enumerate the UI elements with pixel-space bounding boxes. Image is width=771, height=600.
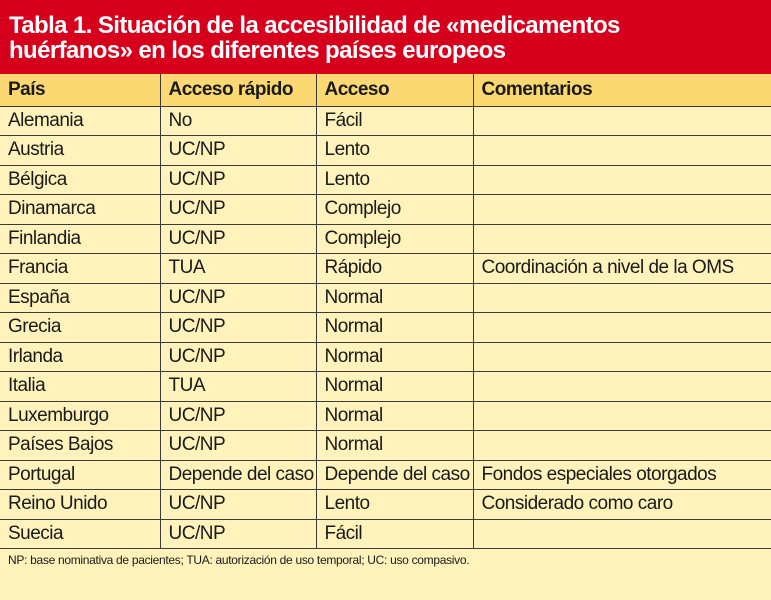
cell-comentarios: Coordinación a nivel de la OMS	[473, 254, 771, 284]
cell-pais: Grecia	[0, 313, 160, 343]
cell-pais: Austria	[0, 136, 160, 166]
cell-pais: Países Bajos	[0, 431, 160, 461]
cell-acceso-rapido: UC/NP	[160, 431, 316, 461]
table-row	[0, 342, 771, 372]
cell-pais: Alemania	[0, 106, 160, 136]
cell-comentarios: Fondos especiales otorgados	[473, 460, 771, 490]
cell-pais: Finlandia	[0, 224, 160, 254]
cell-pais: Reino Unido	[0, 490, 160, 520]
column-header-pais: País	[0, 74, 160, 106]
cell-pais: España	[0, 283, 160, 313]
cell-acceso-rapido: UC/NP	[160, 283, 316, 313]
cell-acceso: Normal	[316, 342, 473, 372]
cell-comentarios	[473, 431, 771, 461]
cell-pais: Italia	[0, 372, 160, 402]
table-header-row	[0, 74, 771, 106]
cell-comentarios	[473, 401, 771, 431]
cell-acceso: Lento	[316, 165, 473, 195]
table-row	[0, 372, 771, 402]
table-row	[0, 490, 771, 520]
cell-comentarios	[473, 195, 771, 225]
table-row	[0, 519, 771, 549]
cell-comentarios	[473, 372, 771, 402]
cell-acceso: Fácil	[316, 519, 473, 549]
data-table	[0, 74, 771, 549]
cell-acceso-rapido: UC/NP	[160, 165, 316, 195]
cell-acceso-rapido: UC/NP	[160, 136, 316, 166]
cell-acceso: Fácil	[316, 106, 473, 136]
cell-acceso-rapido: UC/NP	[160, 401, 316, 431]
cell-acceso-rapido: UC/NP	[160, 195, 316, 225]
table-row	[0, 254, 771, 284]
cell-acceso-rapido: UC/NP	[160, 490, 316, 520]
cell-acceso: Normal	[316, 372, 473, 402]
cell-pais: Luxemburgo	[0, 401, 160, 431]
cell-acceso-rapido: UC/NP	[160, 342, 316, 372]
table-row	[0, 460, 771, 490]
table-row	[0, 401, 771, 431]
table-title-line-1: Tabla 1. Situación de la accesibilidad de «medicamentos	[9, 12, 620, 39]
cell-comentarios	[473, 136, 771, 166]
cell-acceso: Normal	[316, 313, 473, 343]
cell-acceso-rapido: TUA	[160, 254, 316, 284]
cell-pais: Suecia	[0, 519, 160, 549]
column-header-comentarios: Comentarios	[473, 74, 771, 106]
cell-acceso: Normal	[316, 431, 473, 461]
cell-acceso-rapido: TUA	[160, 372, 316, 402]
table-row	[0, 165, 771, 195]
cell-acceso: Normal	[316, 401, 473, 431]
cell-comentarios	[473, 283, 771, 313]
cell-pais: Francia	[0, 254, 160, 284]
table-row	[0, 313, 771, 343]
cell-acceso: Lento	[316, 490, 473, 520]
column-header-acceso: Acceso	[316, 74, 473, 106]
column-header-acceso-rapido: Acceso rápido	[160, 74, 316, 106]
cell-acceso-rapido: Depende del caso	[160, 460, 316, 490]
cell-acceso: Complejo	[316, 195, 473, 225]
cell-pais: Irlanda	[0, 342, 160, 372]
cell-comentarios	[473, 342, 771, 372]
cell-acceso: Lento	[316, 136, 473, 166]
table-footnote: NP: base nominativa de pacientes; TUA: autorización de uso temporal; UC: uso compasivo.	[8, 553, 470, 567]
cell-acceso-rapido: No	[160, 106, 316, 136]
table-row	[0, 431, 771, 461]
cell-acceso: Rápido	[316, 254, 473, 284]
cell-comentarios	[473, 165, 771, 195]
table-row	[0, 136, 771, 166]
table-row	[0, 224, 771, 254]
cell-pais: Bélgica	[0, 165, 160, 195]
cell-pais: Portugal	[0, 460, 160, 490]
table-row	[0, 283, 771, 313]
table-body	[0, 106, 771, 549]
table-row	[0, 106, 771, 136]
cell-acceso: Complejo	[316, 224, 473, 254]
table-title	[0, 0, 771, 74]
cell-acceso: Depende del caso	[316, 460, 473, 490]
cell-acceso-rapido: UC/NP	[160, 519, 316, 549]
cell-comentarios	[473, 519, 771, 549]
cell-comentarios	[473, 224, 771, 254]
cell-comentarios	[473, 106, 771, 136]
cell-acceso-rapido: UC/NP	[160, 313, 316, 343]
cell-acceso-rapido: UC/NP	[160, 224, 316, 254]
cell-comentarios: Considerado como caro	[473, 490, 771, 520]
table-title-line-2: huérfanos» en los diferentes países europeos	[9, 37, 506, 64]
cell-pais: Dinamarca	[0, 195, 160, 225]
cell-comentarios	[473, 313, 771, 343]
cell-acceso: Normal	[316, 283, 473, 313]
table-row	[0, 195, 771, 225]
